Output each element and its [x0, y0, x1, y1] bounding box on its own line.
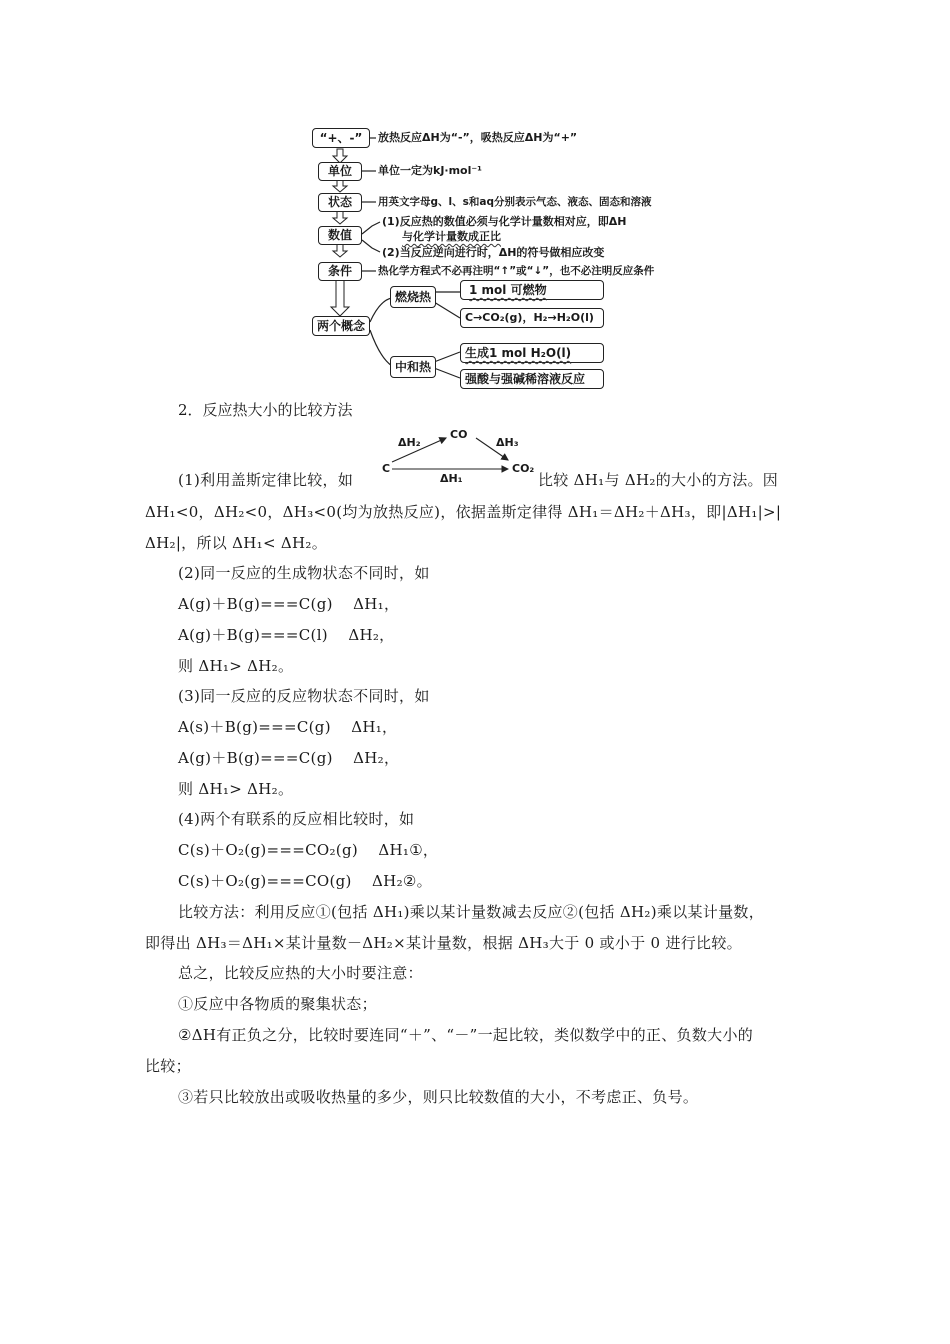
unit-note: 单位一定为kJ·mol⁻¹	[378, 164, 483, 177]
state-box	[318, 193, 362, 212]
neutralization-item-1-text: 生成1 mol H₂O(l)	[465, 346, 572, 360]
state-box-label: 状态	[327, 195, 352, 209]
combustion-item-2	[460, 308, 604, 328]
p1-line-b: 比较 ΔH₁与 ΔH₂的大小的方法。因	[538, 471, 779, 489]
condition-box	[318, 262, 362, 281]
method-line-2: 即得出 ΔH₃＝ΔH₁×某计量数－ΔH₂×某计量数，根据 ΔH₃大于 0 或小于 0 进行比较。	[145, 934, 742, 952]
sign-note: 放热反应ΔH为“-”，吸热反应ΔH为“+”	[378, 131, 578, 144]
triangle-co: CO	[450, 428, 468, 441]
combustion-heat-box	[390, 286, 436, 308]
triangle-dh1: ΔH₁	[440, 472, 463, 485]
triangle-dh2: ΔH₂	[398, 436, 421, 449]
p1-line-d: ΔH₂|，所以 ΔH₁< ΔH₂。	[145, 534, 328, 552]
summary-point-2-cont: 比较；	[145, 1057, 191, 1075]
neutralization-heat-box	[390, 356, 436, 378]
unit-box-label: 单位	[327, 164, 352, 178]
triangle-co2: CO₂	[512, 462, 535, 475]
p2-heading: (2)同一反应的生成物状态不同时，如	[178, 564, 430, 582]
summary-point-2: ②ΔH有正负之分，比较时要连同“＋”、“－”一起比较，类似数学中的正、负数大小的	[178, 1026, 754, 1044]
state-note: 用英文字母g、l、s和aq分别表示气态、液态、固态和溶液	[378, 196, 652, 208]
combustion-item-2-text: C→CO₂(g)，H₂→H₂O(l)	[465, 311, 594, 324]
sign-box-label: “+、-”	[319, 131, 363, 145]
combustion-heat-label: 燃烧热	[394, 290, 431, 304]
combustion-item-1	[460, 280, 604, 300]
two-concepts-box-label: 两个概念	[316, 319, 365, 333]
hess-triangle-diagram	[378, 426, 538, 485]
condition-note: 热化学方程式不必再注明“↑”或“↓”，也不必注明反应条件	[378, 265, 655, 277]
sign-box	[312, 128, 370, 148]
p1-line-a: (1)利用盖斯定律比较，如	[178, 471, 354, 489]
triangle-dh3: ΔH₃	[496, 436, 519, 449]
summary-point-3: ③若只比较放出或吸收热量的多少，则只比较数值的大小，不考虑正、负号。	[178, 1088, 699, 1106]
neutralization-item-1	[460, 343, 604, 363]
p4-heading: (4)两个有联系的反应相比较时，如	[178, 810, 415, 828]
p3-equation-2: A(g)＋B(g)===C(g) ΔH₂，	[178, 749, 400, 767]
summary-point-1: ①反应中各物质的聚集状态；	[178, 995, 377, 1013]
p2-result: 则 ΔH₁> ΔH₂。	[178, 657, 294, 675]
p2-equation-2: A(g)＋B(g)===C(l) ΔH₂，	[178, 626, 395, 644]
triangle-c: C	[382, 462, 391, 475]
summary-intro: 总之，比较反应热的大小时要注意：	[178, 964, 423, 982]
value-box	[318, 226, 362, 245]
value-box-label: 数值	[327, 228, 352, 242]
value-note-1a: (1)反应热的数值必须与化学计量数相对应，即ΔH	[382, 215, 627, 228]
p3-heading: (3)同一反应的反应物状态不同时，如	[178, 687, 430, 705]
combustion-item-1-text: 1 mol 可燃物	[469, 283, 547, 297]
two-concepts-box	[312, 316, 370, 336]
p4-equation-1: C(s)＋O₂(g)===CO₂(g) ΔH₁①，	[178, 841, 439, 859]
value-note-1b: 与化学计量数成正比	[402, 230, 501, 243]
neutralization-heat-label: 中和热	[394, 360, 431, 374]
neutralization-item-2	[460, 369, 604, 389]
unit-box	[318, 162, 362, 181]
p3-equation-1: A(s)＋B(g)===C(g) ΔH₁，	[178, 718, 398, 736]
p4-equation-2: C(s)＋O₂(g)===CO(g) ΔH₂②。	[178, 872, 432, 890]
value-note-2: (2)当反应逆向进行时，ΔH的符号做相应改变	[382, 246, 605, 259]
condition-box-label: 条件	[327, 264, 352, 278]
neutralization-item-2-text: 强酸与强碱稀溶液反应	[465, 372, 586, 386]
p1-line-c: ΔH₁<0，ΔH₂<0，ΔH₃<0(均为放热反应)，依据盖斯定律得 ΔH₁＝ΔH₂＋ΔH₃，即|ΔH₁|>|	[145, 503, 782, 521]
section-heading: 2．反应热大小的比较方法	[178, 401, 353, 419]
p2-equation-1: A(g)＋B(g)===C(g) ΔH₁，	[178, 595, 400, 613]
method-line-1: 比较方法：利用反应①(包括 ΔH₁)乘以某计量数减去反应②(包括 ΔH₂)乘以某计量数，	[178, 903, 765, 921]
thermochemical-equation-diagram	[310, 122, 655, 390]
p3-result: 则 ΔH₁> ΔH₂。	[178, 780, 294, 798]
